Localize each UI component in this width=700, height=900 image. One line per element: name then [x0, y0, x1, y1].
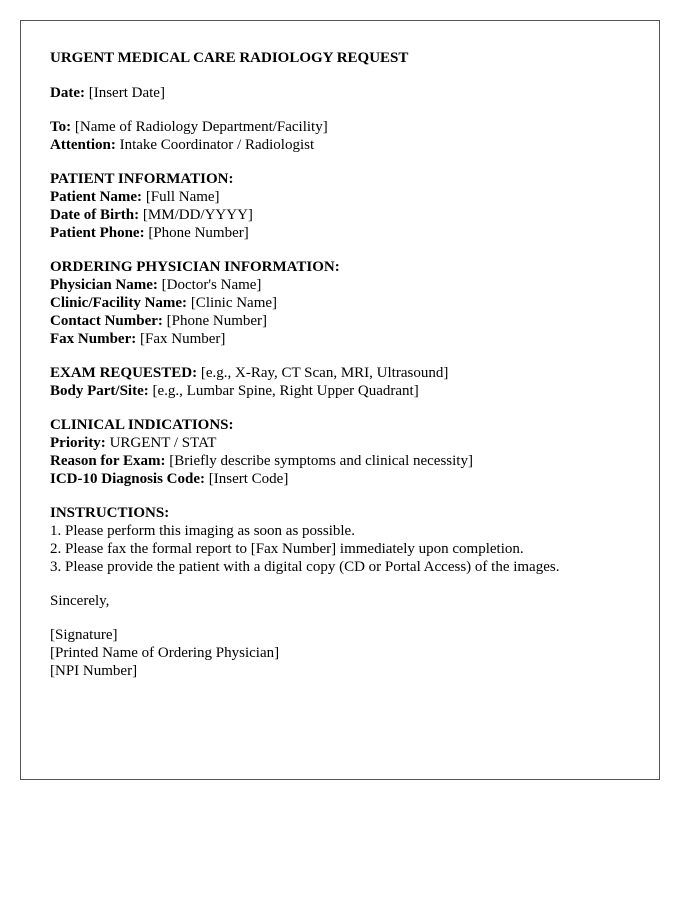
body-part-value: [e.g., Lumbar Spine, Right Upper Quadrant] — [152, 383, 419, 399]
icd10-line — [50, 470, 650, 488]
exam-requested-label: EXAM REQUESTED: — [50, 365, 198, 381]
dob-line — [50, 206, 650, 224]
patient-name-label: Patient Name: — [50, 189, 143, 205]
reason-value: [Briefly describe symptoms and clinical necessity] — [169, 453, 473, 469]
attention-value: Intake Coordinator / Radiologist — [119, 137, 315, 153]
patient-name-value: [Full Name] — [145, 189, 220, 205]
clinical-heading: CLINICAL INDICATIONS: — [50, 417, 234, 433]
document-page — [20, 20, 660, 780]
date-section — [50, 84, 650, 102]
recipient-section — [50, 118, 650, 154]
date-label: Date: — [50, 85, 85, 101]
body-part-line — [50, 382, 650, 400]
dob-value: [MM/DD/YYYY] — [142, 207, 253, 223]
instruction-item: 1. Please perform this imaging as soon as possible. — [50, 523, 355, 539]
reason-label: Reason for Exam: — [50, 453, 166, 469]
icd10-value: [Insert Code] — [208, 471, 289, 487]
physician-name-value: [Doctor's Name] — [161, 277, 262, 293]
salutation: Sincerely, — [50, 593, 110, 609]
npi-placeholder: [NPI Number] — [50, 663, 138, 679]
instructions-section — [50, 504, 650, 576]
priority-label: Priority: — [50, 435, 106, 451]
priority-line — [50, 434, 650, 452]
attention-line — [50, 136, 650, 154]
dob-label: Date of Birth: — [50, 207, 140, 223]
physician-heading: ORDERING PHYSICIAN INFORMATION: — [50, 259, 340, 275]
physician-name-line — [50, 276, 650, 294]
attention-label: Attention: — [50, 137, 116, 153]
instructions-heading: INSTRUCTIONS: — [50, 505, 170, 521]
patient-phone-line — [50, 224, 650, 242]
fax-label: Fax Number: — [50, 331, 137, 347]
patient-section — [50, 170, 650, 242]
document-body — [50, 49, 650, 696]
priority-value: URGENT / STAT — [109, 435, 217, 451]
instruction-item: 2. Please fax the formal report to [Fax Number] immediately upon completion. — [50, 541, 524, 557]
contact-value: [Phone Number] — [166, 313, 268, 329]
physician-section — [50, 258, 650, 348]
signature-placeholder: [Signature] — [50, 627, 118, 643]
icd10-label: ICD-10 Diagnosis Code: — [50, 471, 206, 487]
date-line — [50, 84, 650, 102]
to-line — [50, 118, 650, 136]
physician-name-label: Physician Name: — [50, 277, 158, 293]
patient-heading: PATIENT INFORMATION: — [50, 171, 234, 187]
date-value: [Insert Date] — [88, 85, 165, 101]
patient-phone-value: [Phone Number] — [148, 225, 249, 241]
fax-value: [Fax Number] — [140, 331, 226, 347]
contact-label: Contact Number: — [50, 313, 163, 329]
to-value: [Name of Radiology Department/Facility] — [74, 119, 328, 135]
reason-line — [50, 452, 650, 470]
clinic-value: [Clinic Name] — [190, 295, 278, 311]
exam-requested-value: [e.g., X-Ray, CT Scan, MRI, Ultrasound] — [200, 365, 449, 381]
patient-name-line — [50, 188, 650, 206]
clinic-line — [50, 294, 650, 312]
signature-section — [50, 626, 650, 680]
instruction-item: 3. Please provide the patient with a digital copy (CD or Portal Access) of the images. — [50, 559, 560, 575]
salutation-section — [50, 592, 650, 610]
clinical-section — [50, 416, 650, 488]
exam-section — [50, 364, 650, 400]
clinic-label: Clinic/Facility Name: — [50, 295, 188, 311]
document-title: URGENT MEDICAL CARE RADIOLOGY REQUEST — [50, 50, 409, 66]
contact-line — [50, 312, 650, 330]
printed-name-placeholder: [Printed Name of Ordering Physician] — [50, 645, 280, 661]
body-part-label: Body Part/Site: — [50, 383, 149, 399]
exam-requested-line — [50, 364, 650, 382]
patient-phone-label: Patient Phone: — [50, 225, 145, 241]
to-label: To: — [50, 119, 72, 135]
fax-line — [50, 330, 650, 348]
